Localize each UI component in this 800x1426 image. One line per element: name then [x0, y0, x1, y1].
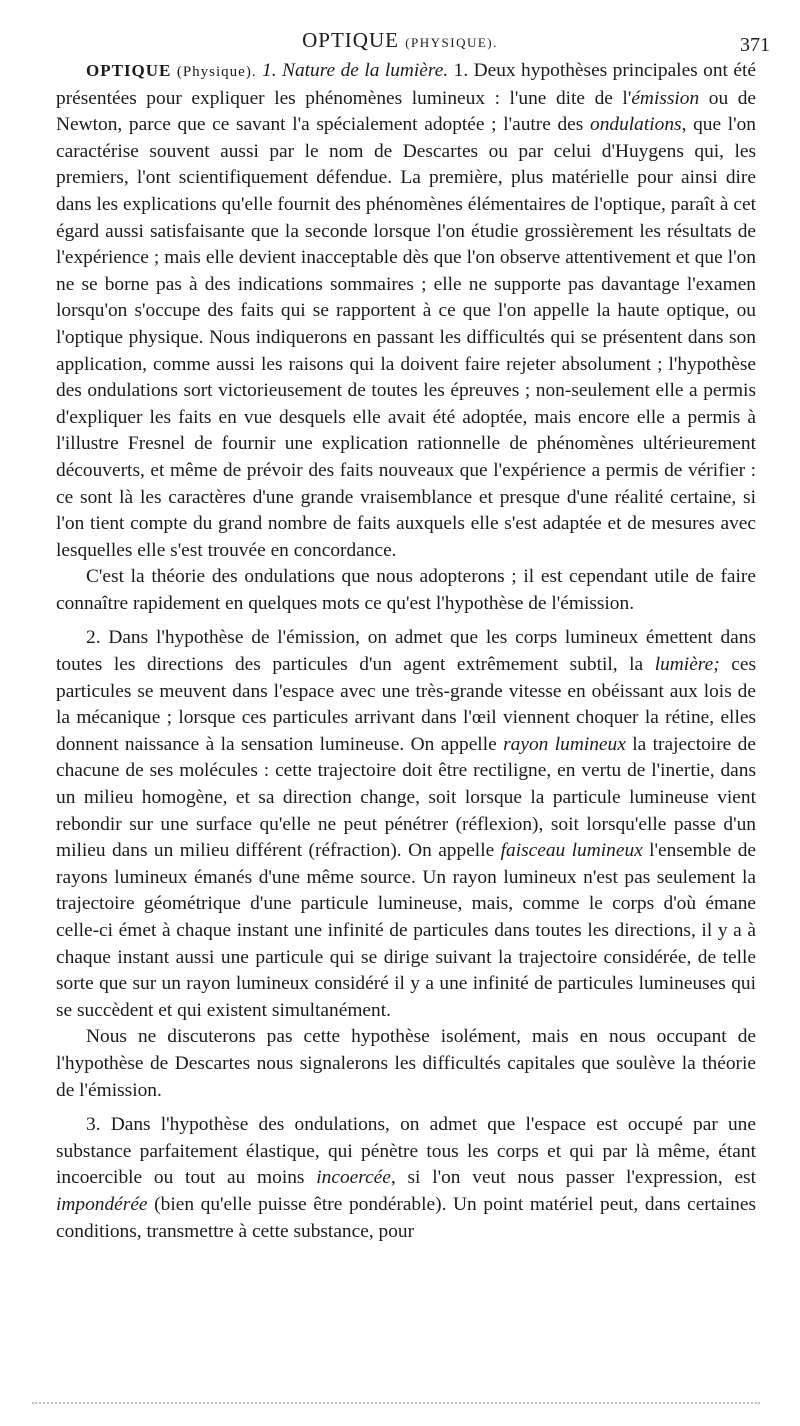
paragraph-3-text-c: la trajectoire de chacune de ses molécules : cette trajectoire doit être rectiligne, en vertu de l'inertie, dans un milieu homogène, et sa direction change, soit lorsque la particule lumineuse vient rebondir sur une surface qu'elle ne peut pénétrer (réflexion), soit lorsqu'elle passe d'un milieu dans un milieu différent (réfraction). On appelle: [56, 733, 756, 862]
section-heading: 1. Nature de la lumière.: [262, 60, 449, 81]
term-emission: émission: [631, 87, 700, 109]
paragraph-3-text-b: ces particules se meuvent dans l'espace avec une très-grande vitesse en obéissant aux lois de la mécanique ; lorsque ces particules arrivant dans l'œil viennent choquer la rétine, elles donnent naissance à la sensation lumineuse. On appelle: [56, 654, 757, 755]
page-number: 371: [740, 34, 770, 56]
paragraph-1-text-a: 1. Deux hypothèses principales ont été présentées pour expliquer les phénomènes lumineux : l'une dite de l': [56, 60, 756, 109]
running-title: [0, 28, 800, 53]
paragraph-5-text-b: , si l'on veut nous passer l'expression, est: [390, 1167, 756, 1189]
running-title-sub: (PHYSIQUE).: [405, 35, 498, 50]
term-imponderee: impondérée: [56, 1193, 148, 1215]
paragraph-1-text-c: , que l'on caractérise souvent aussi par le nom de Descartes ou par celui d'Huygens qui, les premiers, l'ont scientifiquement défendue. La première, plus matérielle pour ainsi dire dans les explications qu'elle fournit des phénomènes élémentaires de l'optique, paraît à cet égard aussi satisfaisante que la seconde lorsque l'on étudie grossièrement les résultats de l'expérience ; mais elle devient inacceptable dès que l'on observe attentivement et que l'on ne se borne pas à des indications sommaires ; elle ne supporte pas davantage l'examen lorsqu'on s'occupe des faits qui se rapportent à ce que l'on appelle la haute optique, ou l'optique physique. Nous indiquerons en passant les difficultés qui se présentent dans son application, comme aussi les raisons qui la doivent faire rejeter absolument ; l'hypothèse des ondulations sort victorieusement de toutes les épreuves ; non-seulement elle a permis d'expliquer les faits en vue desquels elle avait été adoptée, mais encore elle a permis à l'illustre Fresnel de fournir une explication rationnelle de phénomènes ultérieurement découverts, et même de prévoir des faits nouveaux que l'expérience a permis de vérifier : ce sont là les caractères d'une grande vraisemblance et presque d'une réalité certaine, si l'on tient compte du grand nombre de faits auxquels elle s'est adaptée et de mesures avec lesquelles elle s'est trouvée en concordance.: [56, 114, 756, 561]
paragraph-1: [56, 58, 756, 564]
entry-headword: OPTIQUE: [86, 61, 172, 80]
paragraph-3: [56, 625, 756, 1024]
term-incoercee: incoercée: [316, 1167, 391, 1189]
term-lumiere: lumière;: [654, 654, 720, 676]
entry-subject: (Physique).: [176, 64, 257, 80]
running-title-main: OPTIQUE: [302, 28, 399, 52]
term-rayon-lumineux: rayon lumineux: [503, 733, 626, 755]
paragraph-5-text-c: (bien qu'elle puisse être pondérable). Un point matériel peut, dans certaines conditions, transmettre à cette substance, pour: [56, 1193, 756, 1242]
paragraph-3-text-d: l'ensemble de rayons lumineux émanés d'une même source. Un rayon lumineux n'est pas seulement la trajectoire géométrique d'une particule lumineuse, mais, comme le corps d'où émane celle-ci émet à chaque instant une infinité de particules dans toutes les directions, il y a à chaque instant aussi une particule qui se dirige suivant la trajectoire considérée, de telle sorte que sur un rayon lumineux considéré il y a une infinité de particules lumineuses qui se succèdent et qui existent simultanément.: [56, 840, 757, 1021]
article-body: [56, 58, 756, 1245]
footer-rule: [32, 1402, 760, 1404]
running-header: [0, 28, 800, 58]
paragraph-5-text-a: 3. Dans l'hypothèse des ondulations, on admet que l'espace est occupé par une substance parfaitement élastique, qui pénètre tous les corps et qui par là même, étant incoercible ou tout au moins: [56, 1114, 756, 1189]
paragraph-5: [56, 1112, 756, 1245]
paragraph-2: C'est la théorie des ondulations que nous adopterons ; il est cependant utile de faire connaître rapidement en quelques mots ce qu'est l'hypothèse de l'émission.: [56, 566, 756, 614]
paragraph-4: Nous ne discuterons pas cette hypothèse isolément, mais en nous occupant de l'hypothèse de Descartes nous signalerons les difficultés capitales que soulève la théorie de l'émission.: [56, 1026, 756, 1101]
term-faisceau-lumineux: faisceau lumineux: [500, 840, 643, 862]
paragraph-1-text-b: ou de Newton, parce que ce savant l'a spécialement adoptée ; l'autre des: [56, 87, 757, 136]
term-ondulations: ondulations: [590, 114, 682, 136]
paragraph-3-text-a: 2. Dans l'hypothèse de l'émission, on admet que les corps lumineux émettent dans toutes les directions des particules d'un agent extrêmement subtil, la: [56, 627, 756, 676]
